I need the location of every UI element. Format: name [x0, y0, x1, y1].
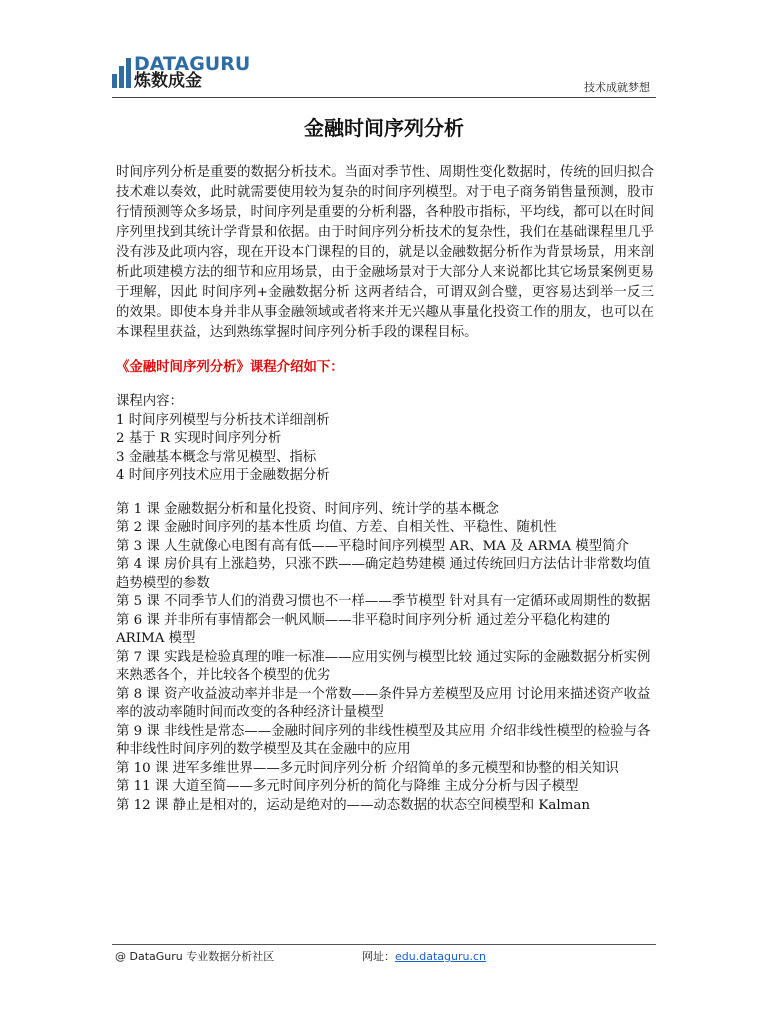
lesson-item: 第 7 课 实践是检验真理的唯一标准——应用实例与模型比较 通过实际的金融数据分析实例来熟悉各个，并比较各个模型的优劣	[116, 649, 651, 683]
page-title: 金融时间序列分析	[304, 116, 464, 140]
lesson-item: 第 10 课 进军多维世界——多元时间序列分析 介绍简单的多元模型和协整的相关知识	[116, 760, 619, 776]
lesson-item: 第 9 课 非线性是常态——金融时间序列的非线性模型及其应用 介绍非线性模型的检验与各种非线性时间序列的数学模型及其在金融中的应用	[116, 723, 651, 757]
lesson-item: 第 11 课 大道至简——多元时间序列分析的简化与降维 主成分分析与因子模型	[116, 779, 579, 794]
dataguru-logo	[112, 54, 252, 90]
lesson-item: 第 1 课 金融数据分析和量化投资、时间序列、统计学的基本概念	[116, 501, 499, 517]
footer-website	[362, 948, 486, 964]
logo-chinese-name: 炼数成金	[134, 71, 202, 91]
header-divider	[112, 97, 656, 98]
lesson-item: 第 6 课 并非所有事情都会一帆风顺——非平稳时间序列分析 通过差分平稳化构建的 ARIMA 模型	[116, 612, 611, 646]
course-intro-heading: 《金融时间序列分析》课程介绍如下：	[116, 360, 344, 375]
course-contents	[116, 393, 654, 486]
intro-paragraph: 时间序列分析是重要的数据分析技术。当面对季节性、周期性变化数据时，传统的回归拟合技术难以奏效，此时就需要使用较为复杂的时间序列模型。对于电子商务销售量预测，股市行情预测等众多场景，时间序列是重要的分析利器，各种股市指标，平均线，都可以在时间序列里找到其统计学背景和依据。由于时间序列分析技术的复杂性，我们在基础课程里几乎没有涉及此项内容，现在开设本门课程的目的，就是以金融数据分析作为背景场景，用来剖析此项建模方法的细节和应用场景，由于金融场景对于大部分人来说都比其它场景案例更易于理解，因此 时间序列+金融数据分析 这两者结合，可谓双剑合璧，更容易达到举一反三的效果。即使本身并非从事金融领域或者将来并无兴趣从事量化投资工作的朋友，也可以在本课程里获益，达到熟练掌握时间序列分析手段的课程目标。	[116, 165, 654, 340]
contents-label: 课程内容：	[116, 394, 183, 409]
lesson-item: 第 2 课 金融时间序列的基本性质 均值、方差、自相关性、平稳性、随机性	[116, 520, 557, 535]
logo-wordmark: DATAGURU	[134, 53, 251, 75]
lesson-item: 第 8 课 资产收益波动率并非是一个常数——条件异方差模型及应用 讨论用来描述资产收益率的波动率随时间而改变的各种经济计量模型	[116, 686, 651, 720]
contents-item: 1 时间序列模型与分析技术详细剖析	[116, 412, 330, 428]
lesson-list	[116, 501, 654, 816]
lesson-item: 第 3 课 人生就像心电图有高有低——平稳时间序列模型 AR、MA 及 ARMA 模型简介	[116, 538, 629, 554]
footer-community-name: @ DataGuru 专业数据分析社区	[115, 950, 275, 963]
contents-item: 3 金融基本概念与常见模型、指标	[116, 449, 317, 465]
lesson-item: 第 12 课 静止是相对的，运动是绝对的——动态数据的状态空间模型和 Kalman	[116, 797, 590, 813]
bar-chart-icon	[112, 58, 134, 88]
contents-item: 4 时间序列技术应用于金融数据分析	[116, 468, 330, 483]
footer-divider	[112, 944, 656, 945]
contents-item: 2 基于 R 实现时间序列分析	[116, 431, 282, 446]
lesson-item: 第 4 课 房价具有上涨趋势，只涨不跌——确定趋势建模 通过传统回归方法估计非常数均值趋势模型的参数	[116, 557, 651, 591]
page-header	[0, 0, 768, 100]
header-slogan: 技术成就梦想	[584, 81, 650, 94]
footer-website-label: 网址：	[362, 950, 395, 963]
document-body	[116, 163, 654, 815]
footer-website-link[interactable]: edu.dataguru.cn	[395, 950, 486, 963]
lesson-item: 第 5 课 不同季节人们的消费习惯也不一样——季节模型 针对具有一定循环或周期性的数据	[116, 594, 651, 609]
